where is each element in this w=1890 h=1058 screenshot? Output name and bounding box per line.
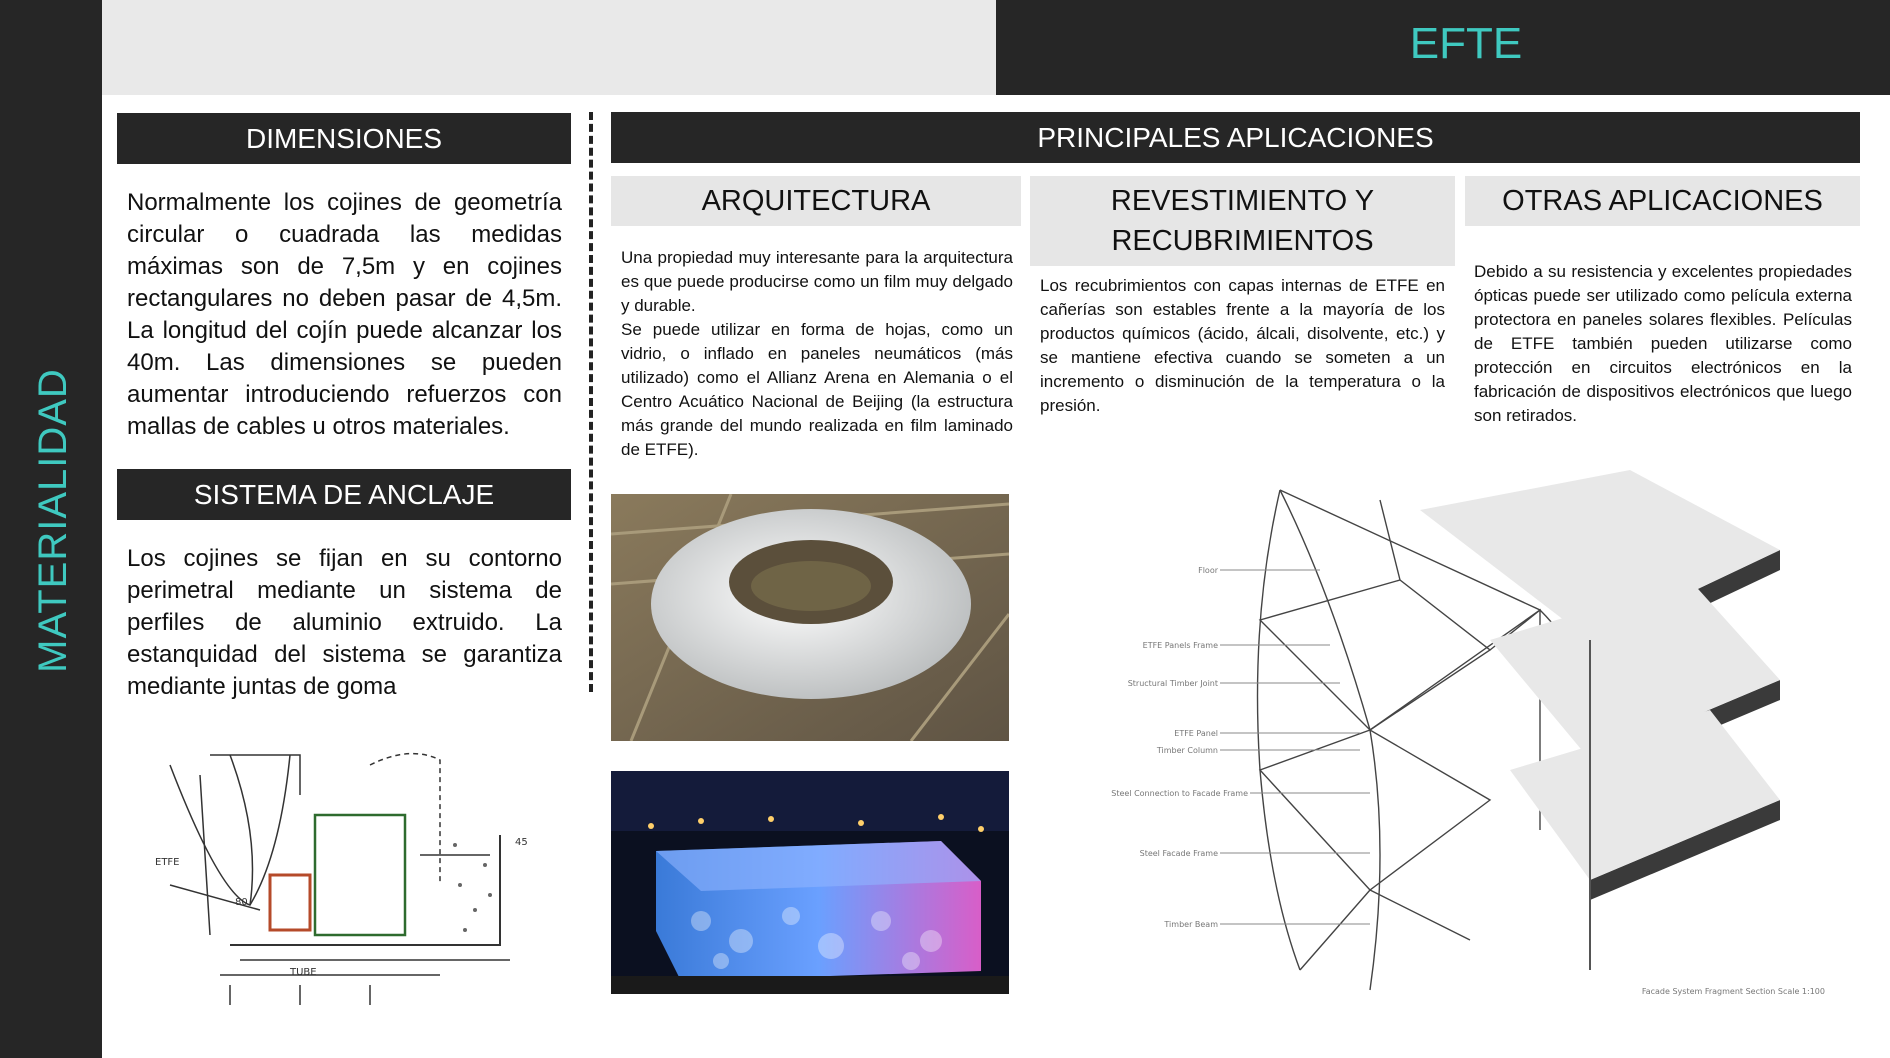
diagram-label-timber-column: Timber Column (1156, 746, 1218, 755)
diagram-label-steel-connection: Steel Connection to Facade Frame (1111, 789, 1248, 798)
anchor-sketch (140, 735, 540, 1015)
sidebar-title: MATERIALIDAD (30, 367, 75, 673)
diagram-label-steel-facade-frame: Steel Facade Frame (1139, 849, 1218, 858)
column-divider (589, 112, 593, 692)
diagram-label-structural-timber-joint: Structural Timber Joint (1127, 679, 1218, 688)
water-cube-photo (611, 771, 1009, 994)
anclaje-heading: SISTEMA DE ANCLAJE (117, 469, 571, 520)
sketch-label-tube: TUBE (290, 967, 317, 978)
diagram-caption: Facade System Fragment Section Scale 1:100 (1641, 987, 1825, 996)
header-left-panel (102, 0, 996, 95)
revestimiento-text: Los recubrimientos con capas internas de ETFE en cañerías son estables frente a la mayoría de los productos químicos (ácido, álcali, disolvente, etc.) y se mantiene efectiva cuando se someten a un incremento o disminución de la temperatura o la presión. (1040, 276, 1445, 415)
allianz-arena-photo (611, 494, 1009, 741)
diagram-label-timber-beam: Timber Beam (1164, 920, 1218, 929)
otras-text: Debido a su resistencia y excelentes propiedades ópticas puede ser utilizado como película externa protectora en paneles solares flexibles. Películas de ETFE también pueden utilizarse como protección en circuitos electrónicos en la fabricación de dispositivos electrónicos que luego son retirados. (1474, 262, 1852, 425)
diagram-label-etfe-panel: ETFE Panel (1174, 729, 1218, 738)
aplicaciones-heading: PRINCIPALES APLICACIONES (611, 112, 1860, 163)
diagram-label-floor: Floor (1198, 566, 1218, 575)
diagram-label-etfe-panels-frame: ETFE Panels Frame (1142, 641, 1218, 650)
sketch-label-etfe: ETFE (155, 857, 180, 868)
anclaje-text: Los cojines se fijan en su contorno perimetral mediante un sistema de perfiles de aluminio extruido. La estanquidad del sistema se garantiza mediante juntas de goma (127, 545, 562, 700)
revestimiento-heading-line1: REVESTIMIENTO Y (1110, 185, 1375, 217)
revestimiento-heading-line2: RECUBRIMIENTOS (1111, 225, 1374, 257)
page-title: EFTE (1409, 19, 1523, 68)
otras-heading: OTRAS APLICACIONES (1465, 176, 1860, 226)
arquitectura-text-1: Una propiedad muy interesante para la arquitectura es que puede producirse como un film muy delgado y durable. (621, 248, 1013, 315)
sketch-label-45: 45 (515, 837, 528, 848)
arquitectura-text-2: Se puede utilizar en forma de hojas, como un vidrio, o inflado en paneles neumáticos (más utilizado) como el Allianz Arena en Alemania o el Centro Acuático Nacional de Beijing (la estructura más grande del mundo realizada en film laminado de ETFE). (621, 320, 1013, 459)
dimensiones-heading: DIMENSIONES (117, 113, 571, 164)
revestimiento-heading (1030, 176, 1455, 266)
arquitectura-text (621, 246, 1013, 462)
sketch-label-80: 80 (235, 897, 248, 908)
dimensiones-text: Normalmente los cojines de geometría circular o cuadrada las medidas máximas son de 7,5m y en cojines rectangulares no deben pasar de 4,5m. La longitud del cojín puede alcanzar los 40m. Las dimensiones se pueden aumentar introduciendo refuerzos con mallas de cables u otros materiales. (127, 189, 562, 440)
facade-diagram (1070, 470, 1870, 1010)
arquitectura-heading: ARQUITECTURA (611, 176, 1021, 226)
